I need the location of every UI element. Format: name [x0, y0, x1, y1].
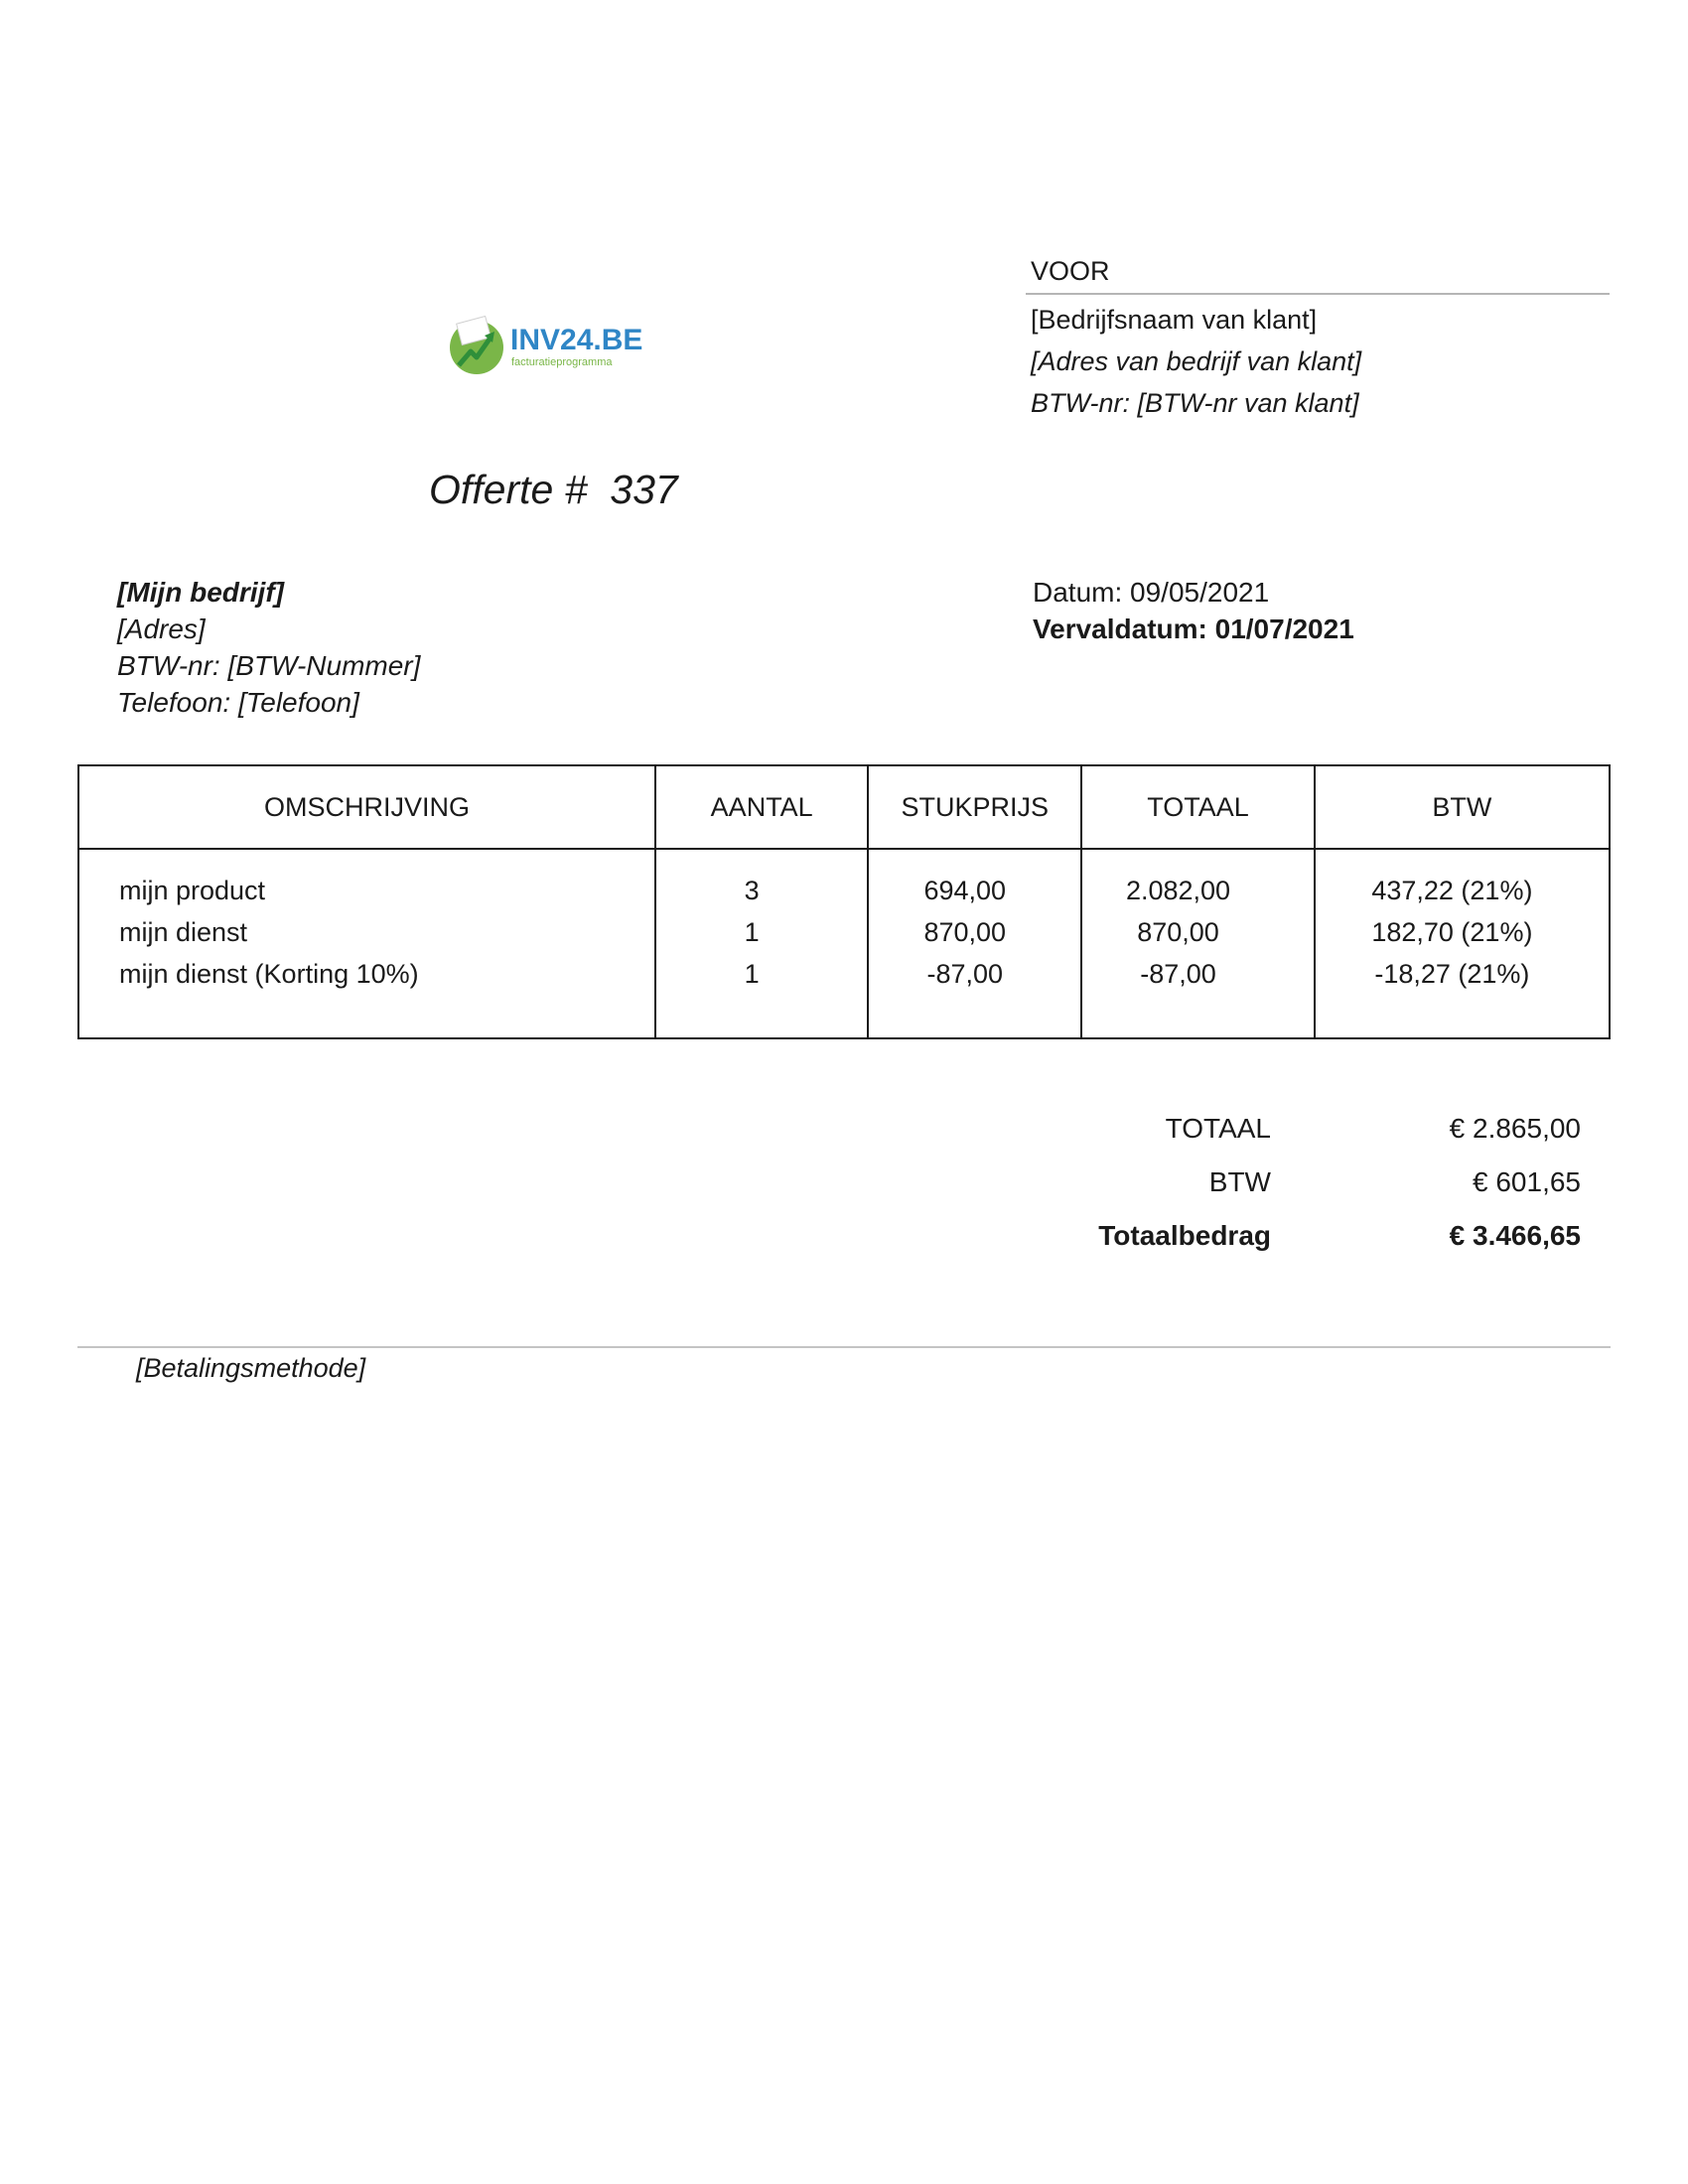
subtotal-label: TOTAAL: [1165, 1113, 1271, 1144]
client-vat: BTW-nr: [BTW-nr van klant]: [1031, 388, 1359, 418]
row-vat: 437,22 (21%): [1371, 876, 1533, 905]
footer-divider: [77, 1346, 1611, 1348]
row-description: mijn dienst: [119, 917, 248, 947]
grand-total-row: [1072, 1209, 1581, 1263]
total-column: [1081, 849, 1315, 1038]
grand-total-label: Totaalbedrag: [1098, 1220, 1271, 1251]
sender-block: [117, 574, 420, 721]
row-total: -87,00: [1140, 959, 1216, 989]
table-body-row: [78, 849, 1610, 1038]
issue-date: Datum: 09/05/2021: [1033, 577, 1270, 608]
header-quantity: AANTAL: [655, 765, 868, 849]
due-date: Vervaldatum: 01/07/2021: [1033, 614, 1354, 644]
dates-block: [1033, 574, 1354, 647]
row-description: mijn dienst (Korting 10%): [119, 959, 419, 989]
payment-method: [Betalingsmethode]: [136, 1353, 366, 1383]
vat-total-row: [1072, 1156, 1581, 1209]
header-description: OMSCHRIJVING: [78, 765, 655, 849]
row-quantity: 1: [744, 959, 760, 989]
row-quantity: 3: [744, 876, 760, 905]
subtotal-row: [1072, 1102, 1581, 1156]
header-vat: BTW: [1315, 765, 1610, 849]
totals-block: [1072, 1102, 1581, 1263]
header-total: TOTAAL: [1081, 765, 1315, 849]
row-total: 870,00: [1137, 917, 1219, 947]
row-vat: 182,70 (21%): [1371, 917, 1533, 947]
vat-total-label: BTW: [1208, 1166, 1271, 1197]
client-block: [1026, 256, 1610, 424]
grand-total-value: € 3.466,65: [1449, 1220, 1581, 1251]
sender-phone: Telefoon: [Telefoon]: [117, 687, 359, 718]
header-unit-price: STUKPRIJS: [868, 765, 1081, 849]
description-column: [78, 849, 655, 1038]
row-quantity: 1: [744, 917, 760, 947]
sender-vat: BTW-nr: [BTW-Nummer]: [117, 650, 421, 681]
logo-tagline-text: facturatieprogramma: [511, 356, 613, 368]
client-name: [Bedrijfsnaam van klant]: [1031, 305, 1318, 335]
company-logo: [445, 308, 643, 387]
subtotal-value: € 2.865,00: [1449, 1113, 1581, 1144]
sender-address: [Adres]: [117, 614, 206, 644]
sender-company: [Mijn bedrijf]: [117, 577, 284, 608]
row-unit-price: 870,00: [923, 917, 1007, 947]
row-total: 2.082,00: [1125, 876, 1231, 905]
client-heading: VOOR: [1026, 256, 1610, 295]
logo-brand-text: INV24.BE: [510, 324, 643, 356]
unit-price-column: [868, 849, 1081, 1038]
vat-total-value: € 601,65: [1473, 1166, 1581, 1197]
logo-graphic: [445, 308, 643, 387]
document-title: Offerte # 337: [429, 467, 678, 512]
quantity-column: [655, 849, 868, 1038]
row-description: mijn product: [119, 876, 266, 905]
row-unit-price: -87,00: [926, 959, 1004, 989]
items-table: [77, 764, 1611, 1039]
table-header-row: [78, 765, 1610, 849]
row-unit-price: 694,00: [923, 876, 1007, 905]
client-address: [Adres van bedrijf van klant]: [1031, 346, 1362, 376]
vat-column: [1315, 849, 1610, 1038]
row-vat: -18,27 (21%): [1374, 959, 1530, 989]
